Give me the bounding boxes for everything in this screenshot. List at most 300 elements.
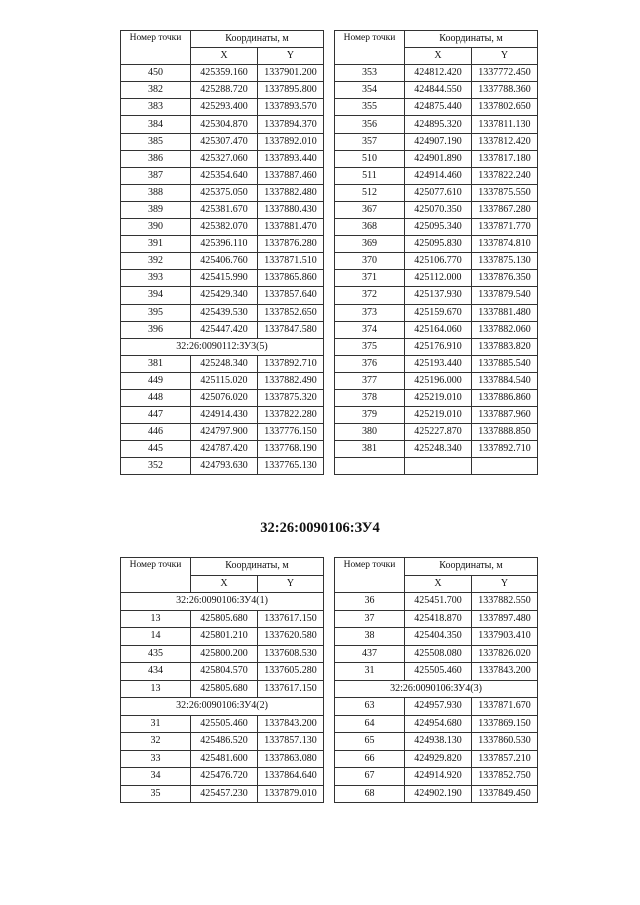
point-number-cell: 378 [335,389,405,406]
x-coordinate-cell: 425354.640 [191,167,258,184]
x-coordinate-cell: 425505.460 [191,715,258,733]
table-row [335,184,538,201]
table-row [121,253,324,270]
x-coordinate-cell: 425429.340 [191,287,258,304]
point-number-cell: 446 [121,424,191,441]
point-number-cell [335,458,405,475]
x-coordinate-cell: 425327.060 [191,150,258,167]
table-row [121,219,324,236]
point-number-cell: 392 [121,253,191,270]
x-coordinate-cell: 425219.010 [405,389,472,406]
x-coordinate-cell: 425076.020 [191,389,258,406]
point-number-header: Номер точки [121,31,191,65]
point-number-cell: 357 [335,133,405,150]
y-coordinate-cell: 1337876.280 [258,236,324,253]
x-coordinate-cell: 425193.440 [405,355,472,372]
y-coordinate-cell: 1337857.210 [472,750,538,768]
table-row [335,236,538,253]
coordinates-table-bottom-left [120,557,324,803]
table-row [121,133,324,150]
y-coordinate-cell: 1337871.510 [258,253,324,270]
table-row [121,785,324,803]
x-coordinate-cell: 425307.470 [191,133,258,150]
y-coordinate-cell: 1337887.960 [472,407,538,424]
y-coordinate-cell: 1337812.420 [472,133,538,150]
table-row [335,768,538,786]
point-number-cell: 434 [121,663,191,681]
point-number-cell: 64 [335,715,405,733]
coordinates-table-top-right [334,30,538,475]
y-coordinate-cell: 1337887.460 [258,167,324,184]
y-coordinate-cell: 1337605.280 [258,663,324,681]
table-row [121,663,324,681]
point-number-cell: 368 [335,219,405,236]
point-number-cell: 394 [121,287,191,304]
table-row [335,593,538,611]
y-coordinate-cell: 1337608.530 [258,645,324,663]
coordinates-header: Координаты, м [191,558,324,576]
x-coordinate-cell: 425447.420 [191,321,258,338]
x-coordinate-cell: 424787.420 [191,441,258,458]
table-row [121,304,324,321]
point-number-cell: 65 [335,733,405,751]
y-coordinate-cell: 1337876.350 [472,270,538,287]
y-coordinate-cell: 1337852.650 [258,304,324,321]
y-coordinate-cell: 1337849.450 [472,785,538,803]
x-coordinate-cell: 425070.350 [405,201,472,218]
x-coordinate-cell: 425404.350 [405,628,472,646]
y-coordinate-cell: 1337843.200 [472,663,538,681]
point-number-cell: 435 [121,645,191,663]
table-row [335,698,538,716]
table-row [121,424,324,441]
table-row [335,424,538,441]
x-coordinate-cell: 425112.000 [405,270,472,287]
point-number-cell: 353 [335,65,405,82]
y-coordinate-cell: 1337772.450 [472,65,538,82]
table-row [335,750,538,768]
y-coordinate-cell: 1337894.370 [258,116,324,133]
y-coordinate-cell: 1337863.080 [258,750,324,768]
table-row [121,458,324,475]
x-coordinate-cell: 425505.460 [405,663,472,681]
table-row [335,304,538,321]
point-number-cell: 510 [335,150,405,167]
x-coordinate-cell: 425457.230 [191,785,258,803]
point-number-cell: 448 [121,389,191,406]
point-number-cell: 373 [335,304,405,321]
point-number-cell: 393 [121,270,191,287]
point-number-cell: 352 [121,458,191,475]
point-number-cell: 376 [335,355,405,372]
point-number-cell: 68 [335,785,405,803]
point-number-cell: 367 [335,201,405,218]
point-number-cell: 389 [121,201,191,218]
point-number-cell: 67 [335,768,405,786]
x-coordinate-cell: 425248.340 [191,355,258,372]
point-number-cell: 387 [121,167,191,184]
point-number-cell: 388 [121,184,191,201]
point-number-cell: 381 [121,355,191,372]
x-coordinate-cell: 425381.670 [191,201,258,218]
point-number-header: Номер точки [121,558,191,593]
table-row [121,680,324,698]
y-coordinate-cell: 1337776.150 [258,424,324,441]
point-number-cell: 32 [121,733,191,751]
table-row [121,389,324,406]
x-coordinate-cell: 424895.320 [405,116,472,133]
point-number-cell: 35 [121,785,191,803]
point-number-cell: 445 [121,441,191,458]
table-row [335,167,538,184]
section-row [335,680,538,698]
x-coordinate-cell: 424957.930 [405,698,472,716]
table-row [121,372,324,389]
x-coordinate-cell: 424954.680 [405,715,472,733]
y-coordinate-cell: 1337875.130 [472,253,538,270]
x-coordinate-cell: 425159.670 [405,304,472,321]
table-row [335,270,538,287]
x-coordinate-cell: 425288.720 [191,82,258,99]
table-row [335,628,538,646]
y-coordinate-cell: 1337843.200 [258,715,324,733]
x-header: X [405,575,472,593]
y-coordinate-cell: 1337874.810 [472,236,538,253]
y-coordinate-cell: 1337880.430 [258,201,324,218]
table-row [121,407,324,424]
table-row [335,407,538,424]
point-number-cell: 34 [121,768,191,786]
y-coordinate-cell: 1337871.770 [472,219,538,236]
x-coordinate-cell: 425481.600 [191,750,258,768]
table-row [121,82,324,99]
point-number-cell: 13 [121,610,191,628]
x-coordinate-cell: 424797.900 [191,424,258,441]
x-coordinate-cell: 425800.200 [191,645,258,663]
table-row [121,628,324,646]
y-coordinate-cell: 1337882.550 [472,593,538,611]
point-number-cell: 63 [335,698,405,716]
x-coordinate-cell: 425293.400 [191,99,258,116]
point-number-cell: 449 [121,372,191,389]
point-number-cell: 384 [121,116,191,133]
table-row [335,133,538,150]
x-coordinate-cell: 425304.870 [191,116,258,133]
point-number-cell: 38 [335,628,405,646]
x-header: X [405,48,472,65]
y-coordinate-cell: 1337822.280 [258,407,324,424]
table-row [121,150,324,167]
table-row [335,65,538,82]
y-coordinate-cell: 1337882.060 [472,321,538,338]
table-row [121,768,324,786]
y-coordinate-cell [472,458,538,475]
x-coordinate-cell: 425219.010 [405,407,472,424]
x-header: X [191,48,258,65]
table-row [335,663,538,681]
table-row [335,645,538,663]
table-row [121,287,324,304]
x-coordinate-cell: 424812.420 [405,65,472,82]
x-coordinate-cell: 425418.870 [405,610,472,628]
point-number-cell: 385 [121,133,191,150]
y-coordinate-cell: 1337617.150 [258,610,324,628]
y-coordinate-cell: 1337875.550 [472,184,538,201]
point-number-cell: 396 [121,321,191,338]
y-coordinate-cell: 1337857.130 [258,733,324,751]
y-coordinate-cell: 1337879.540 [472,287,538,304]
table-row [121,715,324,733]
y-coordinate-cell: 1337847.580 [258,321,324,338]
y-header: Y [472,575,538,593]
y-coordinate-cell: 1337892.010 [258,133,324,150]
y-header: Y [258,48,324,65]
point-number-cell: 383 [121,99,191,116]
point-number-cell: 31 [335,663,405,681]
y-coordinate-cell: 1337869.150 [472,715,538,733]
y-coordinate-cell: 1337871.670 [472,698,538,716]
y-coordinate-cell: 1337620.580 [258,628,324,646]
y-coordinate-cell: 1337879.010 [258,785,324,803]
table-row [335,99,538,116]
x-coordinate-cell: 424914.460 [405,167,472,184]
point-number-cell: 380 [335,424,405,441]
table-row [335,82,538,99]
table-row [335,116,538,133]
section-row [121,338,324,355]
y-coordinate-cell: 1337903.410 [472,628,538,646]
x-coordinate-cell: 425248.340 [405,441,472,458]
table-row [335,610,538,628]
point-number-cell: 381 [335,441,405,458]
y-coordinate-cell: 1337883.820 [472,338,538,355]
table-row [335,321,538,338]
table-row [121,116,324,133]
x-header: X [191,575,258,593]
y-coordinate-cell: 1337886.860 [472,389,538,406]
x-coordinate-cell: 425415.990 [191,270,258,287]
table-row [121,167,324,184]
y-coordinate-cell: 1337765.130 [258,458,324,475]
x-coordinate-cell: 425137.930 [405,287,472,304]
x-coordinate-cell: 424907.190 [405,133,472,150]
point-number-cell: 374 [335,321,405,338]
x-coordinate-cell: 425508.080 [405,645,472,663]
y-coordinate-cell: 1337881.480 [472,304,538,321]
x-coordinate-cell: 425382.070 [191,219,258,236]
table-row [335,733,538,751]
table-row [335,253,538,270]
section-row [121,698,324,716]
point-number-cell: 450 [121,65,191,82]
table-row [335,201,538,218]
table-row [121,441,324,458]
table-row [121,645,324,663]
table-row [121,65,324,82]
point-number-cell: 36 [335,593,405,611]
point-number-cell: 31 [121,715,191,733]
table-row [121,321,324,338]
point-number-header: Номер точки [335,31,405,65]
x-coordinate-cell [405,458,472,475]
point-number-cell: 13 [121,680,191,698]
x-coordinate-cell: 425476.720 [191,768,258,786]
y-coordinate-cell: 1337885.540 [472,355,538,372]
x-coordinate-cell: 425439.530 [191,304,258,321]
x-coordinate-cell: 425406.760 [191,253,258,270]
point-number-cell: 371 [335,270,405,287]
table-row [121,184,324,201]
y-coordinate-cell: 1337893.570 [258,99,324,116]
x-coordinate-cell: 424901.890 [405,150,472,167]
table-row [121,99,324,116]
table-row [335,441,538,458]
point-number-cell: 356 [335,116,405,133]
x-coordinate-cell: 425451.700 [405,593,472,611]
point-number-cell: 390 [121,219,191,236]
coordinates-table-bottom-right [334,557,538,803]
y-coordinate-cell: 1337822.240 [472,167,538,184]
y-coordinate-cell: 1337811.130 [472,116,538,133]
point-number-cell: 33 [121,750,191,768]
x-coordinate-cell: 424914.430 [191,407,258,424]
section-label: 32:26:0090106:ЗУ4(1) [121,593,324,611]
point-number-cell: 372 [335,287,405,304]
x-coordinate-cell: 425176.910 [405,338,472,355]
point-number-cell: 375 [335,338,405,355]
point-number-cell: 512 [335,184,405,201]
x-coordinate-cell: 425805.680 [191,680,258,698]
x-coordinate-cell: 424844.550 [405,82,472,99]
y-coordinate-cell: 1337881.470 [258,219,324,236]
coordinates-table-top-left [120,30,324,475]
table-row [335,389,538,406]
y-header: Y [258,575,324,593]
table-row [121,355,324,372]
point-number-cell: 447 [121,407,191,424]
x-coordinate-cell: 425227.870 [405,424,472,441]
y-coordinate-cell: 1337893.440 [258,150,324,167]
x-coordinate-cell: 425359.160 [191,65,258,82]
point-number-cell: 379 [335,407,405,424]
point-number-cell: 354 [335,82,405,99]
x-coordinate-cell: 424793.630 [191,458,258,475]
y-coordinate-cell: 1337897.480 [472,610,538,628]
table-row [335,355,538,372]
x-coordinate-cell: 425486.520 [191,733,258,751]
y-coordinate-cell: 1337617.150 [258,680,324,698]
y-coordinate-cell: 1337826.020 [472,645,538,663]
y-coordinate-cell: 1337888.850 [472,424,538,441]
table-row [335,458,538,475]
y-coordinate-cell: 1337864.640 [258,768,324,786]
y-coordinate-cell: 1337768.190 [258,441,324,458]
y-header: Y [472,48,538,65]
table-row [121,236,324,253]
point-number-cell: 377 [335,372,405,389]
y-coordinate-cell: 1337865.860 [258,270,324,287]
table-row [335,715,538,733]
coordinates-header: Координаты, м [405,558,538,576]
y-coordinate-cell: 1337817.180 [472,150,538,167]
point-number-cell: 369 [335,236,405,253]
x-coordinate-cell: 424914.920 [405,768,472,786]
point-number-cell: 395 [121,304,191,321]
x-coordinate-cell: 424902.190 [405,785,472,803]
point-number-cell: 355 [335,99,405,116]
x-coordinate-cell: 425164.060 [405,321,472,338]
y-coordinate-cell: 1337892.710 [258,355,324,372]
y-coordinate-cell: 1337895.800 [258,82,324,99]
x-coordinate-cell: 425095.340 [405,219,472,236]
table-row [335,372,538,389]
section-title: 32:26:0090106:ЗУ4 [260,520,380,536]
point-number-cell: 511 [335,167,405,184]
table-row [121,270,324,287]
section-label: 32:26:0090106:ЗУ4(3) [335,680,538,698]
table-row [121,750,324,768]
y-coordinate-cell: 1337802.650 [472,99,538,116]
table-row [335,150,538,167]
y-coordinate-cell: 1337875.320 [258,389,324,406]
coordinates-header: Координаты, м [191,31,324,48]
point-number-cell: 66 [335,750,405,768]
x-coordinate-cell: 425095.830 [405,236,472,253]
point-number-cell: 391 [121,236,191,253]
y-coordinate-cell: 1337892.710 [472,441,538,458]
x-coordinate-cell: 425106.770 [405,253,472,270]
x-coordinate-cell: 424929.820 [405,750,472,768]
x-coordinate-cell: 425196.000 [405,372,472,389]
y-coordinate-cell: 1337882.480 [258,184,324,201]
table-row [335,338,538,355]
table-row [121,610,324,628]
x-coordinate-cell: 425801.210 [191,628,258,646]
table-row [335,219,538,236]
x-coordinate-cell: 424875.440 [405,99,472,116]
y-coordinate-cell: 1337852.750 [472,768,538,786]
section-label: 32:26:0090112:ЗУ3(5) [121,338,324,355]
y-coordinate-cell: 1337884.540 [472,372,538,389]
table-row [121,201,324,218]
x-coordinate-cell: 425115.020 [191,372,258,389]
x-coordinate-cell: 424938.130 [405,733,472,751]
table-row [335,287,538,304]
section-label: 32:26:0090106:ЗУ4(2) [121,698,324,716]
point-number-cell: 382 [121,82,191,99]
y-coordinate-cell: 1337901.200 [258,65,324,82]
y-coordinate-cell: 1337882.490 [258,372,324,389]
y-coordinate-cell: 1337860.530 [472,733,538,751]
x-coordinate-cell: 425375.050 [191,184,258,201]
section-row [121,593,324,611]
y-coordinate-cell: 1337857.640 [258,287,324,304]
point-number-cell: 437 [335,645,405,663]
x-coordinate-cell: 425077.610 [405,184,472,201]
x-coordinate-cell: 425804.570 [191,663,258,681]
point-number-cell: 37 [335,610,405,628]
y-coordinate-cell: 1337788.360 [472,82,538,99]
point-number-cell: 14 [121,628,191,646]
point-number-header: Номер точки [335,558,405,593]
point-number-cell: 386 [121,150,191,167]
y-coordinate-cell: 1337867.280 [472,201,538,218]
x-coordinate-cell: 425805.680 [191,610,258,628]
point-number-cell: 370 [335,253,405,270]
x-coordinate-cell: 425396.110 [191,236,258,253]
table-row [335,785,538,803]
table-row [121,733,324,751]
